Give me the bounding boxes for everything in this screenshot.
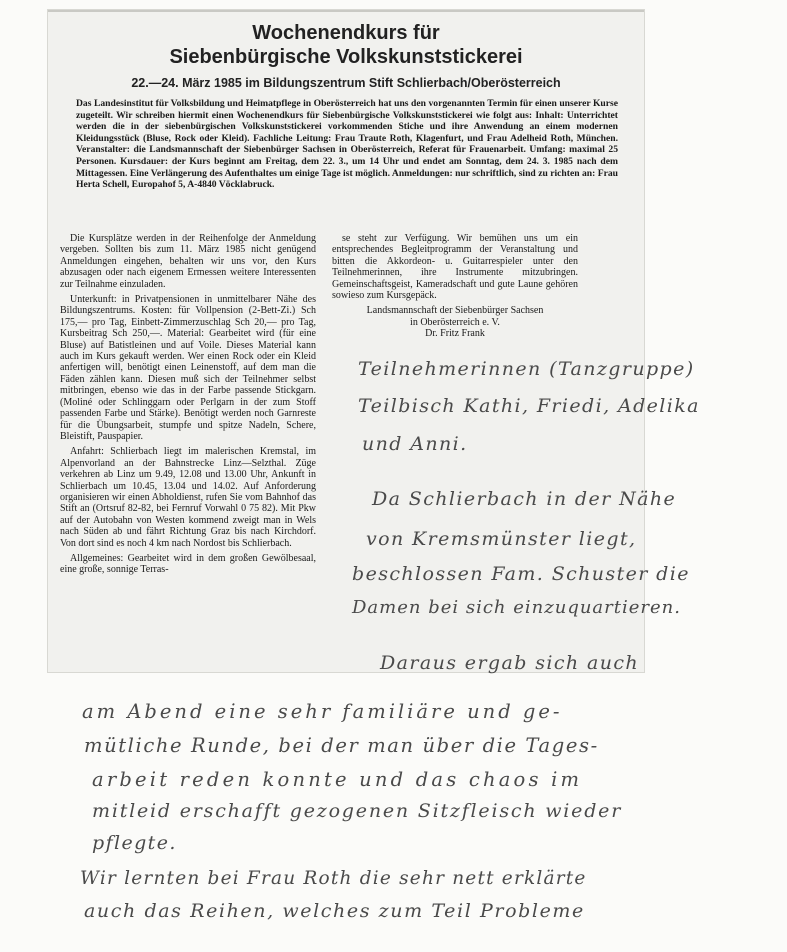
handwritten-line: Teilbisch Kathi, Friedi, Adelika [358, 395, 700, 417]
handwritten-line: arbeit reden konnte und das chaos im [92, 768, 583, 791]
signature-line-3: Dr. Fritz Frank [425, 328, 485, 340]
handwritten-line: und Anni. [362, 433, 468, 455]
handwritten-line: pflegte. [92, 832, 177, 854]
handwritten-line: Da Schlierbach in der Nähe [372, 488, 677, 510]
article-paragraph: Anfahrt: Schlierbach liegt im malerischen Kremstal, im Alpenvorland an der Bahnstrecke Linz—Selzthal. Züge verkehren ab Linz um 9.49, 12.08 und 13.00 Uhr, Ankunft in Schlierbach um 10.45, 13.04 und 14.02. Auf Anforderung organisieren wir einen Abholdienst, rufen Sie vom Bahnhof das Stift an (Ortsruf 82-82, bei Fernruf Vorwahl 0 75 82). Mit Pkw auf der Autobahn von Westen kommend zweigt man in Wels nach Süden ab und fährt Richtung Graz bis nach Kirchdorf. Von dort sind es noch 4 km nach Nordost bis Schlierbach. [60, 446, 316, 549]
handwritten-line: mütliche Runde, bei der man über die Tages- [84, 734, 599, 757]
article-subtitle: 22.—24. März 1985 im Bildungszentrum Stift Schlierbach/Oberösterreich [131, 76, 561, 90]
handwritten-line: von Kremsmünster liegt, [366, 528, 637, 550]
article-paragraph: Allgemeines: Gearbeitet wird in dem großen Gewölbesaal, eine große, sonnige Terras- [60, 552, 316, 576]
handwritten-line: am Abend eine sehr familiäre und ge- [82, 700, 563, 723]
article-column-left [60, 233, 316, 580]
article-title-line-2: Siebenbürgische Volkskunststickerei [169, 46, 523, 68]
article-title-line-1: Wochenendkurs für [252, 22, 440, 44]
handwritten-line: beschlossen Fam. Schuster die [352, 563, 690, 585]
clipping-cut-edge [48, 10, 644, 12]
article-column-right [332, 233, 578, 340]
article-paragraph: Unterkunft: in Privatpensionen in unmittelbarer Nähe des Bildungszentrums. Kosten: für Vollpension (2-Bett-Zi.) Sch 175,— pro Tag, Einbett-Zimmerzuschlag Sch 20,— pro Tag, Kursbeitrag Sch 250,—. Material: Gearbeitet wird (für eine Bluse) auf Batistleinen und auf Voile. Dieses Material kann auch im Kurs gekauft werden. Wer einen Rock oder ein Kleid anfertigen will, benötigt einen Leinenstoff, auf dem man die Fäden zählen kann. Diesen muß sich der Teilnehmer selbst mitbringen, ebenso wie das in der Farbe passende Stickgarn. (Moliné oder Schlinggarn oder Perlgarn in der zum Stoff passenden Farbe und Stärke). Benötigt werden noch Garnreste für die Übungsarbeit, stumpfe und spitze Nadeln, Schere, Bleistift, Pauspapier. [60, 294, 316, 442]
article-paragraph: Die Kursplätze werden in der Reihenfolge der Anmeldung vergeben. Sollten bis zum 11. März 1985 nicht genügend Anmeldungen eingehen, behalten wir uns vor, den Kurs abzusagen oder nach eigenem Ermessen weitere Interessenten zur Teilnahme einzuladen. [60, 233, 316, 290]
article-signature [332, 305, 578, 339]
handwritten-line: auch das Reihen, welches zum Teil Probleme [84, 900, 585, 922]
handwritten-line: Wir lernten bei Frau Roth die sehr nett erklärte [80, 868, 587, 889]
handwritten-line: Teilnehmerinnen (Tanzgruppe) [358, 358, 695, 380]
handwritten-line: mitleid erschafft gezogenen Sitzfleisch wieder [92, 800, 623, 822]
handwritten-line: Damen bei sich einzuquartieren. [352, 597, 681, 618]
article-paragraph: se steht zur Verfügung. Wir bemühen uns um ein entsprechendes Begleitprogramm der Veranstaltung und bitten die Akkordeon- u. Guitarrespieler unter den Teilnehmerinnen, ihre Instrumente mitzubringen. Gemeinschaftsgeist, Kameradschaft und gute Laune gehören sowieso zum Kursgepäck. [332, 233, 578, 302]
article-intro: Das Landesinstitut für Volksbildung und Heimatpflege in Oberösterreich hat uns den vorgenannten Termin für einen unserer Kurse zugeteilt. Wir schreiben hiermit einen Wochenendkurs für Siebenbürgische Volkskunststickerei wie folgt aus: Inhalt: Unterrichtet werden die in der siebenbürgischen Volkskunststickerei vorkommenden Stiche und ihre Anwendung an einem modernen Kleidungsstück (Bluse, Rock oder Kleid). Fachliche Leitung: Frau Traute Roth, Klagenfurt, und Frau Adelheid Roth, München. Veranstalter: die Landsmannschaft der Siebenbürger Sachsen in Oberösterreich, Referat für Frauenarbeit. Umfang: maximal 25 Personen. Kursdauer: der Kurs beginnt am Freitag, dem 22. 3., um 14 Uhr und endet am Sonntag, dem 24. 3. 1985 nach dem Mittagessen. Eine Verlängerung des Aufenthaltes um einige Tage ist möglich. Anmeldungen: nur schriftlich, sind zu richten an: Frau Herta Schell, Europahof 5, A-4840 Vöcklabruck. [76, 98, 618, 191]
handwritten-line: Daraus ergab sich auch [380, 652, 640, 674]
signature-line-2: in Oberösterreich e. V. [410, 316, 500, 328]
signature-line-1: Landsmannschaft der Siebenbürger Sachsen [366, 305, 544, 317]
